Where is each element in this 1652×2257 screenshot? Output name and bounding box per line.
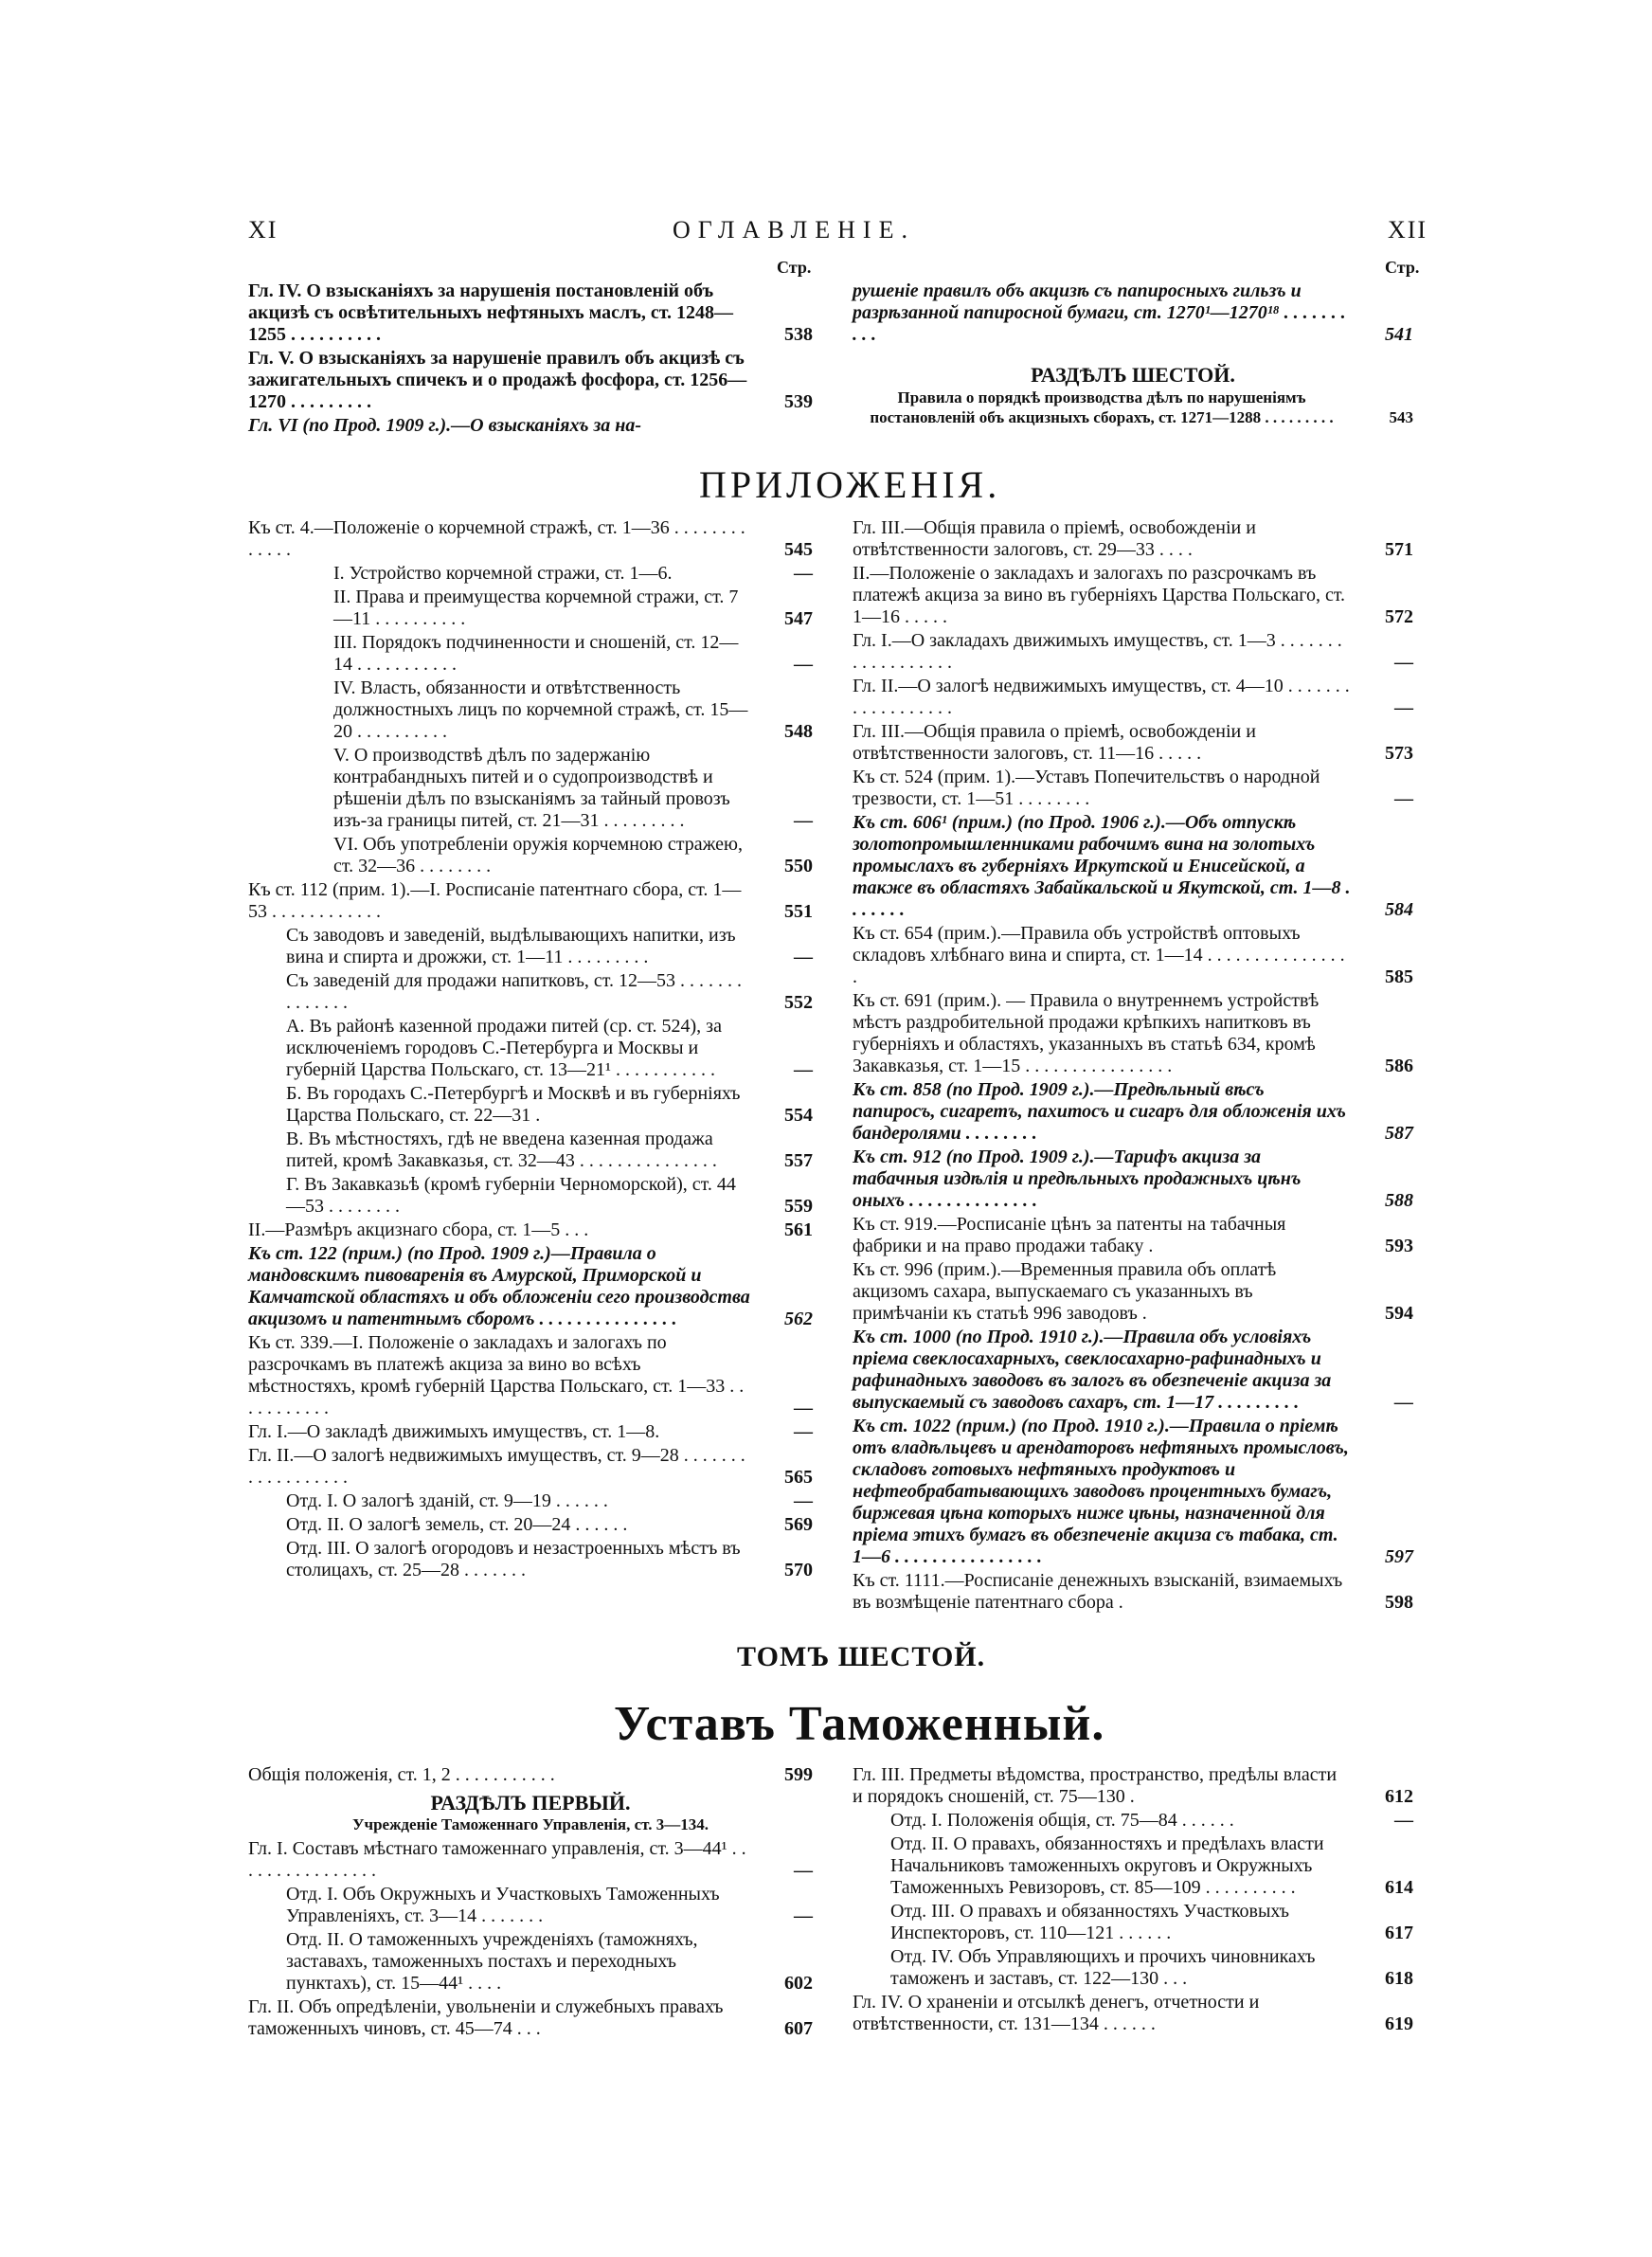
entry-text: Къ ст. 4.—Положеніе о корчемной стражѣ, ст. 1—36 . . . . . . . . . . . . .: [248, 517, 745, 560]
entry-text: рушеніе правилъ объ акцизѣ съ папиросныхъ гильзъ и разрѣзанной папиросной бумаги, ст. 1270¹—1270¹⁸ . . . . . . . . . .: [853, 280, 1346, 345]
entry-text: Гл. I. Составъ мѣстнаго таможеннаго управленія, ст. 3—44¹ . . . . . . . . . . . . . . . .: [248, 1838, 746, 1881]
toc-entry[interactable]: [853, 767, 1413, 810]
toc-entry[interactable]: [853, 1259, 1413, 1325]
page-number: —: [1394, 1810, 1413, 1831]
toc-entry[interactable]: [853, 990, 1413, 1077]
page-number: —: [794, 1421, 813, 1442]
entry-text: II.—Размѣръ акцизнаго сбора, ст. 1—5 . . .: [248, 1219, 589, 1240]
page-number: 584: [1385, 899, 1413, 920]
toc-entry[interactable]: [248, 1445, 813, 1489]
page-number: 548: [784, 721, 813, 742]
toc-entry[interactable]: [248, 1016, 813, 1081]
entry-text: Съ заводовъ и заведеній, выдѣлывающихъ напитки, изъ вина и спирта и дрожжи, ст. 1—11 . . . . . . . . .: [286, 925, 736, 967]
section-one-title: РАЗДѢЛЪ ПЕРВЫЙ.: [430, 1791, 631, 1815]
entry-text: Гл. IV. О храненіи и отсылкѣ денегъ, отчетности и отвѣтственности, ст. 131—134 . . . . . .: [853, 1992, 1260, 2034]
ustav-title: Уставъ Таможенный.: [614, 1697, 1105, 1751]
toc-entry[interactable]: [248, 1219, 813, 1241]
toc-entry[interactable]: [248, 348, 813, 413]
toc-entry[interactable]: [248, 632, 813, 676]
page-column-label-right: Стр.: [1385, 258, 1420, 277]
section-one-subtitle: Учрежденіе Таможеннаго Управленія, ст. 3—134.: [352, 1815, 709, 1833]
page-number: —: [794, 1905, 813, 1926]
entry-text: II.—Положеніе о закладахъ и залогахъ по разсрочкамъ въ платежѣ акциза за вино въ губерніяхъ Царства Польскаго, ст. 1—16 . . . . .: [853, 563, 1346, 627]
running-title: ОГЛАВЛЕНІЕ.: [673, 216, 915, 244]
toc-entry[interactable]: [248, 587, 813, 630]
toc-entry[interactable]: [248, 1332, 813, 1419]
entry-text: Г. Въ Закавказьѣ (кромѣ губерніи Черноморской), ст. 44—53 . . . . . . . .: [286, 1174, 736, 1217]
entry-text: Гл. I.—О закладахъ движимыхъ имуществъ, ст. 1—3 . . . . . . . . . . . . . . . . . .: [853, 630, 1342, 673]
entry-text: Гл. II. Объ опредѣленіи, увольненіи и служебныхъ правахъ таможенныхъ чиновъ, ст. 45—74 . . .: [248, 1996, 724, 2039]
page-number: 538: [784, 324, 813, 345]
toc-entry[interactable]: [853, 1327, 1413, 1414]
entry-text: Къ ст. 122 (прим.) (по Прод. 1909 г.)—Правила о мандовскимъ пивоваренія въ Амурской, Приморской и Камчатской областяхъ и объ обложеніи сего производства акцизомъ и патентнымъ сборомъ . . . . . . . . . . . . . . .: [248, 1243, 750, 1329]
toc-entry[interactable]: [248, 834, 813, 877]
entry-text: I. Устройство корчемной стражи, ст. 1—6.: [333, 563, 673, 584]
entry-text: Отд. III. О залогѣ огородовъ и незастроенныхъ мѣстъ въ столицахъ, ст. 25—28 . . . . . . .: [286, 1538, 741, 1580]
entry-text: Гл. II.—О залогѣ недвижимыхъ имуществъ, ст. 9—28 . . . . . . . . . . . . . . . . . .: [248, 1445, 745, 1488]
page-number: 599: [784, 1764, 813, 1785]
entry-text: Къ ст. 524 (прим. 1).—Уставъ Попечительствъ о народной трезвости, ст. 1—51 . . . . . . . .: [853, 767, 1320, 809]
page-number: 612: [1385, 1786, 1413, 1807]
entry-text: Съ заведеній для продажи напитковъ, ст. 12—53 . . . . . . . . . . . . . .: [286, 970, 743, 1013]
entry-text: Къ ст. 1111.—Росписаніе денежныхъ взысканій, взимаемыхъ въ возмѣщеніе патентнаго сбора .: [853, 1570, 1343, 1613]
entry-text: II. Права и преимущества корчемной стражи, ст. 7—11 . . . . . . . . . .: [333, 587, 739, 629]
toc-entry[interactable]: [853, 1570, 1413, 1614]
entry-text: Правила о порядкѣ производства дѣлъ по нарушеніямъ постановленій объ акцизныхъ сборахъ, ст. 1271—1288 . . . . . . . . .: [870, 388, 1334, 426]
page-number: —: [1394, 697, 1413, 718]
toc-entry[interactable]: [853, 1764, 1413, 1808]
page-number: 614: [1385, 1877, 1413, 1898]
entry-text: VI. Объ употребленіи оружія корчемною стражею, ст. 32—36 . . . . . . . .: [333, 834, 743, 876]
appendix-title: ПРИЛОЖЕНІЯ.: [699, 463, 1001, 506]
entry-text: Б. Въ городахъ С.-Петербургѣ и Москвѣ и въ губерніяхъ Царства Польскаго, ст. 22—31 .: [286, 1083, 741, 1126]
section-six-block: [853, 358, 1413, 427]
toc-entry[interactable]: [853, 1901, 1413, 1944]
toc-entry[interactable]: [248, 280, 813, 346]
page-number-left: XI: [248, 216, 278, 244]
page-number: 598: [1385, 1592, 1413, 1613]
toc-entry[interactable]: [853, 1214, 1413, 1257]
entry-text: Къ ст. 1022 (прим.) (по Прод. 1910 г.).—Правила о пріемѣ отъ владѣльцевъ и арендаторовъ нефтяныхъ промысловъ, складовъ готовыхъ нефтяныхъ продуктовъ и нефтеобрабатывающихъ заводовъ процентныхъ бумагъ, биржевая цѣна которыхъ ниже цѣны, назначенной для пріема этихъ бумагъ въ обезпеченіе акциза съ табака, ст. 1—6 . . . . . . . . . . . . . . . .: [853, 1416, 1349, 1567]
page-number: 572: [1385, 606, 1413, 627]
toc-entry[interactable]: [853, 517, 1413, 561]
entry-text: В. Въ мѣстностяхъ, гдѣ не введена казенная продажа питей, кромѣ Закавказья, ст. 32—43 . . . . . . . . . . . . . . .: [286, 1128, 717, 1171]
entry-text: Къ ст. 112 (прим. 1).—I. Росписаніе патентнаго сбора, ст. 1—53 . . . . . . . . . . . .: [248, 879, 742, 922]
page-number: 559: [784, 1196, 813, 1217]
entry-text: Отд. I. Положенія общія, ст. 75—84 . . . . . .: [890, 1810, 1234, 1831]
toc-entry[interactable]: [248, 517, 813, 561]
toc-entry[interactable]: [853, 1833, 1413, 1899]
toc-entry[interactable]: [853, 1946, 1413, 1990]
toc-entry[interactable]: [248, 1996, 813, 2040]
page-number: —: [1394, 652, 1413, 673]
toc-entry[interactable]: [248, 1174, 813, 1218]
page-number: 607: [784, 2018, 813, 2039]
entry-text: Отд. I. О залогѣ зданій, ст. 9—19 . . . . . .: [286, 1490, 608, 1511]
toc-entry[interactable]: [248, 677, 813, 743]
page-number: 551: [784, 901, 813, 922]
entry-text: Къ ст. 339.—I. Положеніе о закладахъ и залогахъ по разсрочкамъ въ платежѣ акциза за вино во всѣхъ мѣстностяхъ, кромѣ губерній Царства Польскаго, ст. 1—33 . . . . . . . . . . .: [248, 1332, 745, 1418]
page-number: —: [794, 1490, 813, 1511]
page-number: 545: [784, 539, 813, 560]
toc-entry[interactable]: [248, 1490, 813, 1512]
entry-text: Къ ст. 919.—Росписаніе цѣнъ за патенты на табачныя фабрики и на право продажи табаку .: [853, 1214, 1286, 1256]
page-number: 619: [1385, 2013, 1413, 2034]
page-number: 597: [1385, 1546, 1413, 1567]
toc-entry[interactable]: [853, 1416, 1413, 1568]
entry-text: Гл. II.—О залогѣ недвижимыхъ имуществъ, ст. 4—10 . . . . . . . . . . . . . . . . . .: [853, 676, 1350, 718]
toc-entry[interactable]: [248, 1083, 813, 1127]
toc-entry[interactable]: [248, 563, 813, 585]
page-number: 587: [1385, 1123, 1413, 1144]
customs-left-column: [248, 1764, 813, 2042]
page-number: 588: [1385, 1190, 1413, 1211]
toc-entry[interactable]: [853, 923, 1413, 988]
page-number: 594: [1385, 1303, 1413, 1324]
toc-entry[interactable]: [853, 1992, 1413, 2035]
entry-text: Отд. I. Объ Окружныхъ и Участковыхъ Таможенныхъ Управленіяхъ, ст. 3—14 . . . . . . .: [286, 1884, 720, 1926]
toc-entry[interactable]: [248, 970, 813, 1014]
page-number: 618: [1385, 1968, 1413, 1989]
entry-text: Гл. VI (по Прод. 1909 г.).—О взысканіяхъ за на-: [248, 415, 642, 436]
page-number: —: [794, 1860, 813, 1881]
section-six-title: РАЗДѢЛЪ ШЕСТОЙ.: [1031, 363, 1235, 387]
customs-right-column: [853, 1764, 1413, 2037]
toc-entry[interactable]: [248, 1764, 813, 1786]
page-number: 541: [1385, 324, 1413, 345]
entry-text: Къ ст. 654 (прим.).—Правила объ устройствѣ оптовыхъ складовъ хлѣбнаго вина и спирта, ст. 1—14 . . . . . . . . . . . . . . . .: [853, 923, 1345, 987]
page-number: 554: [784, 1105, 813, 1126]
toc-entry[interactable]: [248, 1243, 813, 1330]
toc-entry[interactable]: [853, 1810, 1413, 1832]
entry-text: Къ ст. 606¹ (прим.) (по Прод. 1906 г.).—Объ отпускѣ золотопромышленниками рабочимъ вина на золотыхъ промыслахъ въ губерніяхъ Иркутской и Енисейской, а также въ областяхъ Забайкальской и Якутской, ст. 1—8 . . . . . . .: [853, 812, 1351, 920]
page-number: —: [794, 654, 813, 675]
page-number: 543: [1389, 408, 1413, 426]
entry-text: Гл. I.—О закладѣ движимыхъ имуществъ, ст. 1—8.: [248, 1421, 660, 1442]
page-number: 539: [784, 391, 813, 412]
toc-entry[interactable]: [248, 1884, 813, 1927]
page-number: —: [794, 563, 813, 584]
entry-text: Гл. III.—Общія правила о пріемѣ, освобожденіи и отвѣтственности залоговъ, ст. 11—16 . . . . .: [853, 721, 1256, 764]
toc-entry[interactable]: [248, 879, 813, 923]
entry-text: Къ ст. 1000 (по Прод. 1910 г.).—Правила объ условіяхъ пріема свеклосахарныхъ, свеклосахарно-рафинадныхъ и рафинадныхъ заводовъ въ залогъ въ обезпеченіе акциза за выпускаемый съ заводовъ сахаръ, ст. 1—17 . . . . . . . . .: [853, 1327, 1332, 1413]
entry-text: Общія положенія, ст. 1, 2 . . . . . . . . . . .: [248, 1764, 555, 1785]
page-number: —: [794, 1059, 813, 1080]
entry-text: Гл. V. О взысканіяхъ за нарушеніе правилъ объ акцизѣ съ зажигательныхъ спичекъ и о продажѣ фосфора, ст. 1256—1270 . . . . . . . . .: [248, 348, 747, 412]
entry-text: IV. Власть, обязанности и отвѣтственность должностныхъ лицъ по корчемной стражѣ, ст. 15—20 . . . . . . . . . .: [333, 677, 748, 742]
toc-entry[interactable]: [853, 812, 1413, 921]
page-number: —: [1394, 1392, 1413, 1413]
entry-text: Отд. II. О правахъ, обязанностяхъ и предѣлахъ власти Начальниковъ таможенныхъ округовъ и Окружныхъ Таможенныхъ Ревизоровъ, ст. 85—109 . . . . . . . . . .: [890, 1833, 1324, 1898]
volume-title: ТОМЪ ШЕСТОЙ.: [737, 1641, 986, 1672]
page-number: 565: [784, 1467, 813, 1488]
toc-top-left-column: [248, 280, 813, 439]
toc-entry[interactable]: [248, 1421, 813, 1443]
page-number: 569: [784, 1514, 813, 1535]
entry-text: Гл. III. Предметы вѣдомства, пространство, предѣлы власти и порядокъ сношеній, ст. 75—130 .: [853, 1764, 1338, 1807]
page-number: 547: [784, 608, 813, 629]
page-number: 586: [1385, 1056, 1413, 1076]
page-number: —: [1394, 788, 1413, 809]
entry-text: Къ ст. 691 (прим.). — Правила о внутреннемъ устройствѣ мѣстъ раздробительной продажи крѣпкихъ напитковъ въ губерніяхъ и областяхъ, указанныхъ въ статьѣ 634, кромѣ Закавказья, ст. 1—15 . . . . . . . . . . . . . . . .: [853, 990, 1320, 1076]
page-number: 557: [784, 1150, 813, 1171]
toc-entry[interactable]: [248, 1514, 813, 1536]
entry-text: Къ ст. 996 (прим.).—Временныя правила объ оплатѣ акцизомъ сахара, выпускаемаго съ указанныхъ въ примѣчаніи къ статьѣ 996 заводовъ .: [853, 1259, 1277, 1324]
toc-entry[interactable]: [853, 388, 1413, 427]
toc-entry[interactable]: [853, 280, 1413, 346]
toc-entry[interactable]: [853, 1079, 1413, 1145]
entry-text: Гл. III.—Общія правила о пріемѣ, освобожденіи и отвѣтственности залоговъ, ст. 29—33 . . . .: [853, 517, 1256, 560]
toc-entry[interactable]: [248, 1838, 813, 1882]
page-number: 602: [784, 1973, 813, 1994]
page-number: 570: [784, 1560, 813, 1580]
toc-entry[interactable]: [248, 1929, 813, 1995]
appendix-left-column: [248, 517, 813, 1583]
entry-text: Отд. IV. Объ Управляющихъ и прочихъ чиновникахъ таможенъ и заставъ, ст. 122—130 . . .: [890, 1946, 1316, 1989]
page-number: 571: [1385, 539, 1413, 560]
appendix-right-column: [853, 517, 1413, 1616]
page-number: —: [794, 947, 813, 967]
entry-text: V. О производствѣ дѣлъ по задержанію контрабандныхъ питей и о судопроизводствѣ и рѣшеніи дѣлъ по взысканіямъ за тайный провозъ изъ-за границы питей, ст. 21—31 . . . . . . . . .: [333, 745, 730, 831]
page-number: 573: [1385, 743, 1413, 764]
toc-entry[interactable]: [248, 745, 813, 832]
page-number: —: [794, 810, 813, 831]
page-number: 593: [1385, 1236, 1413, 1256]
page-number: 550: [784, 856, 813, 876]
page-number: —: [794, 1398, 813, 1418]
entry-text: Къ ст. 912 (по Прод. 1909 г.).—Тарифъ акциза за табачныя издѣлія и предѣльныхъ продажныхъ цѣнъ оныхъ . . . . . . . . . . . . . .: [853, 1147, 1302, 1211]
entry-text: Отд. III. О правахъ и обязанностяхъ Участковыхъ Инспекторовъ, ст. 110—121 . . . . . .: [890, 1901, 1290, 1943]
toc-entry[interactable]: [853, 630, 1413, 674]
toc-entry[interactable]: [853, 563, 1413, 628]
entry-text: Отд. II. О залогѣ земель, ст. 20—24 . . . . . .: [286, 1514, 628, 1535]
page-number: 552: [784, 992, 813, 1013]
toc-entry[interactable]: [853, 721, 1413, 765]
toc-entry[interactable]: [248, 415, 813, 437]
page-number-right: XII: [1388, 216, 1428, 244]
page-number: 617: [1385, 1923, 1413, 1943]
page-number: 562: [784, 1309, 813, 1329]
toc-entry[interactable]: [248, 1128, 813, 1172]
entry-text: III. Порядокъ подчиненности и сношеній, ст. 12—14 . . . . . . . . . . .: [333, 632, 739, 675]
toc-entry[interactable]: [853, 1147, 1413, 1212]
page-number: 585: [1385, 966, 1413, 987]
page-number: 561: [784, 1219, 813, 1240]
toc-entry[interactable]: [853, 676, 1413, 719]
entry-text: Отд. II. О таможенныхъ учрежденіяхъ (таможняхъ, заставахъ, таможенныхъ постахъ и переходныхъ пунктахъ), ст. 15—44¹ . . . .: [286, 1929, 698, 1994]
entry-text: Къ ст. 858 (по Прод. 1909 г.).—Предѣльный вѣсъ папиросъ, сигаретъ, пахитосъ и сигаръ для обложенія ихъ бандеролями . . . . . . . .: [853, 1079, 1346, 1144]
toc-entry[interactable]: [248, 1538, 813, 1581]
toc-top-right-column: [853, 280, 1413, 348]
toc-entry[interactable]: [248, 925, 813, 968]
entry-text: Гл. IV. О взысканіяхъ за нарушенія постановленій объ акцизѣ съ освѣтительныхъ нефтяныхъ маслъ, ст. 1248—1255 . . . . . . . . . .: [248, 280, 734, 345]
page-column-label-left: Стр.: [777, 258, 812, 277]
entry-text: А. Въ районѣ казенной продажи питей (ср. ст. 524), за исключеніемъ городовъ С.-Петербурга и Москвы и губерній Царства Польскаго, ст. 13—21¹ . . . . . . . . . . .: [286, 1016, 722, 1080]
